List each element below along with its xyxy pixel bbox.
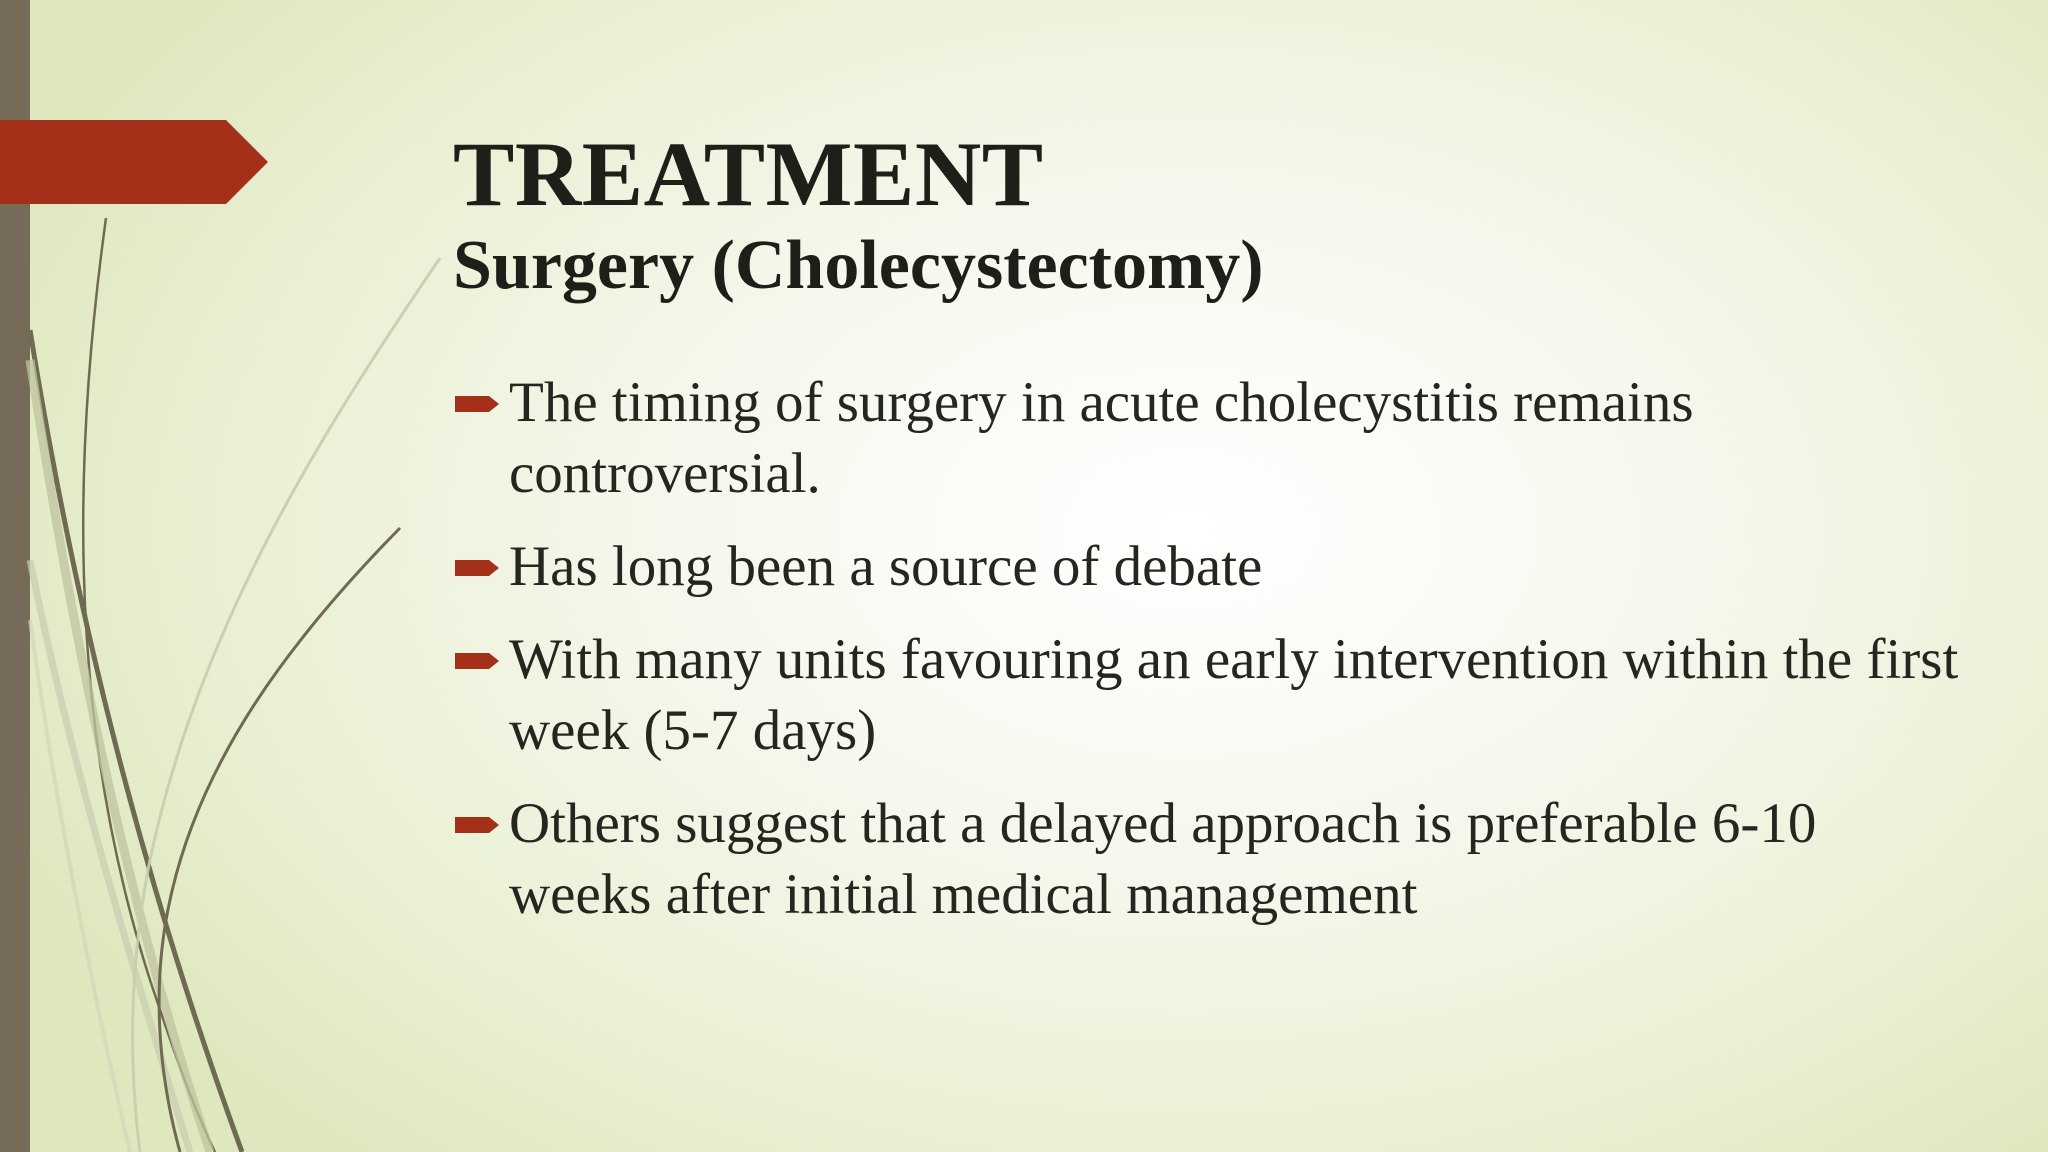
bullet-item bbox=[453, 531, 1973, 602]
arrow-right-icon bbox=[455, 651, 501, 671]
title-banner-arrow bbox=[0, 120, 268, 204]
arrow-right-icon bbox=[455, 558, 501, 578]
bullet-item bbox=[453, 788, 1973, 930]
title-block bbox=[453, 123, 1953, 306]
bullet-item bbox=[453, 624, 1973, 766]
bullet-text: Others suggest that a delayed approach is preferable 6-10 weeks after initial medical management bbox=[509, 792, 1817, 926]
bullet-text: Has long been a source of debate bbox=[509, 535, 1263, 598]
slide-title: TREATMENT bbox=[453, 123, 1044, 225]
arrow-right-icon bbox=[455, 394, 501, 414]
arrow-right-icon bbox=[455, 815, 501, 835]
bullet-item bbox=[453, 367, 1973, 509]
bullet-text: The timing of surgery in acute cholecystitis remains controversial. bbox=[509, 371, 1694, 505]
bullet-text: With many units favouring an early intervention within the first week (5-7 days) bbox=[509, 628, 1959, 762]
slide-subtitle: Surgery (Cholecystectomy) bbox=[453, 227, 1264, 304]
bullet-list bbox=[453, 367, 1973, 952]
